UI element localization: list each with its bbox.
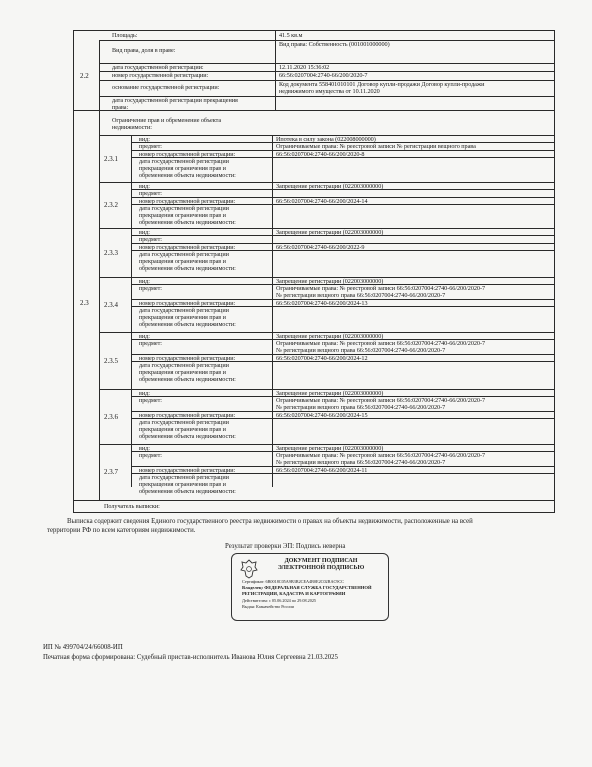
- rule-h: [73, 110, 555, 111]
- end-date-label-line1: дата государственной регистрации: [139, 205, 229, 212]
- basis-label: основание государственной регистрации:: [112, 84, 220, 91]
- end-date-label-line1: дата государственной регистрации: [139, 307, 229, 314]
- predmet-label: предмет:: [139, 285, 162, 292]
- end-date-label-line3: обременения объекта недвижимости:: [139, 433, 236, 440]
- end-date-label-line3: обременения объекта недвижимости:: [139, 265, 236, 272]
- reg-date-value: 12.11.2020 15:36:02: [279, 64, 330, 71]
- reg-number-value: 66:56:0207004:2740-66/200/2024-15: [276, 412, 368, 419]
- end-date-label-line3: обременения объекта недвижимости:: [139, 376, 236, 383]
- vid-label: вид:: [139, 390, 150, 397]
- end-date-label-line2: права:: [112, 104, 129, 111]
- rule-h: [73, 30, 555, 31]
- reg-date-label: дата государственной регистрации:: [112, 64, 204, 71]
- predmet-value: Ограничиваемые права: № реестровой записи № регистрации вещного права: [276, 143, 476, 150]
- table-left-border: [73, 30, 74, 512]
- predmet-label: предмет:: [139, 190, 162, 197]
- vid-value: Запрещение регистрации (022003000000): [276, 333, 384, 340]
- stamp-title-line2: ЭЛЕКТРОННОЙ ПОДПИСЬЮ: [277, 565, 365, 571]
- reg-number-value: 66:56:0207004:2740-66/200/2024-11: [276, 467, 368, 474]
- recipient-label: Получатель выписки:: [104, 503, 160, 510]
- end-date-label-line3: обременения объекта недвижимости:: [139, 172, 236, 179]
- basis-value-line1: Код документа 558401010101 Договор купли-продажи Договор купли-продажи: [279, 81, 485, 88]
- col-divider-sub: [131, 135, 132, 487]
- vid-value: Запрещение регистрации (022003000000): [276, 390, 384, 397]
- reg-number-label: номер государственной регистрации:: [139, 355, 236, 362]
- reg-number-value: 66:56:0207004:2740-66/200/2020-7: [279, 72, 368, 79]
- stamp-owner-line1: Владелец: ФЕДЕРАЛЬНАЯ СЛУЖБА ГОСУДАРСТВЕННОЙ: [242, 585, 372, 590]
- predmet-value-line2: № регистрации вещного права 66:56:0207004:2740-66/200/2020-7: [276, 404, 446, 411]
- stamp-certificate: Сертификат: 6B0018C05A9B3B2CEA4B0E2C02BAC9CC: [242, 579, 344, 584]
- predmet-label: предмет:: [139, 236, 162, 243]
- restrictions-header-line1: Ограничение прав и обременение объекта: [112, 117, 222, 124]
- restriction-number: 2.3.7: [104, 468, 118, 476]
- reg-number-value: 66:56:0207004:2740-66/200/2024-13: [276, 300, 368, 307]
- vid-value: Запрещение регистрации (022003000000): [276, 278, 384, 285]
- electronic-signature-stamp: [231, 553, 389, 621]
- area-label: Площадь:: [112, 32, 138, 39]
- reg-number-label: номер государственной регистрации:: [139, 412, 236, 419]
- footer-ip-number: ИП № 499704/24/66008-ИП: [43, 644, 123, 651]
- vid-label: вид:: [139, 445, 150, 452]
- reg-number-label: номер государственной регистрации:: [139, 244, 236, 251]
- reg-number-value: 66:56:0207004:2740-66/200/2020-8: [276, 151, 365, 158]
- predmet-label: предмет:: [139, 397, 162, 404]
- vid-value: Запрещение регистрации (022003000000): [276, 229, 384, 236]
- section-number-2-3: 2.3: [80, 299, 89, 307]
- predmet-label: предмет:: [139, 452, 162, 459]
- end-date-label-line1: дата государственной регистрации: [139, 419, 229, 426]
- vid-value: Ипотека в силу закона (022008000000): [276, 136, 376, 143]
- notice-line1: Выписка содержит сведения Единого государственного реестра недвижимости о правах на объекты недвижимости, расположенные на всей: [67, 518, 473, 525]
- predmet-value: Ограничиваемые права: № реестровой записи 66:56:0207004:2740-66/200/2020-7: [276, 452, 486, 459]
- end-date-label-line3: обременения объекта недвижимости:: [139, 219, 236, 226]
- vid-label: вид:: [139, 278, 150, 285]
- predmet-value: Ограничиваемые права: № реестровой записи 66:56:0207004:2740-66/200/2020-7: [276, 340, 486, 347]
- predmet-label: предмет:: [139, 340, 162, 347]
- end-date-label-line2: прекращения ограничения прав и: [139, 481, 226, 488]
- rule-h: [73, 500, 555, 501]
- right-type-label: Вид права, доля в праве:: [112, 47, 176, 54]
- end-date-label-line3: обременения объекта недвижимости:: [139, 488, 236, 495]
- end-date-label-line2: прекращения ограничения прав и: [139, 369, 226, 376]
- reg-number-label: номер государственной регистрации:: [139, 300, 236, 307]
- restriction-number: 2.3.5: [104, 357, 118, 365]
- predmet-value-line2: № регистрации вещного права 66:56:0207004:2740-66/200/2020-7: [276, 459, 446, 466]
- end-date-label-line1: дата государственной регистрации: [139, 474, 229, 481]
- end-date-label-line1: дата государственной регистрации прекращения: [112, 97, 238, 104]
- vid-label: вид:: [139, 183, 150, 190]
- stamp-issuer: Выдан: Казначейство России: [242, 604, 294, 609]
- area-value: 41.5 кв.м: [279, 32, 303, 39]
- col-divider-value: [275, 30, 276, 110]
- footer-formed-by: Печатная форма сформирована: Судебный пристав-исполнитель Иванова Юлия Сергеевна 21.03.2025: [43, 654, 338, 661]
- end-date-label-line1: дата государственной регистрации: [139, 251, 229, 258]
- predmet-value: Ограничиваемые права: № реестровой записи 66:56:0207004:2740-66/200/2020-7: [276, 397, 486, 404]
- vid-label: вид:: [139, 136, 150, 143]
- end-date-label-line2: прекращения ограничения прав и: [139, 165, 226, 172]
- reg-number-value: 66:56:0207004:2740-66/200/2024-14: [276, 198, 368, 205]
- end-date-label-line2: прекращения ограничения прав и: [139, 258, 226, 265]
- stamp-title-line1: ДОКУМЕНТ ПОДПИСАН: [284, 558, 358, 564]
- reg-number-value: 66:56:0207004:2740-66/200/2022-9: [276, 244, 365, 251]
- basis-value-line2: недвижимого имущества от 10.11.2020: [279, 88, 380, 95]
- reg-number-label: номер государственной регистрации:: [139, 198, 236, 205]
- vid-label: вид:: [139, 333, 150, 340]
- vid-value: Запрещение регистрации (022003000000): [276, 183, 384, 190]
- predmet-value-line2: № регистрации вещного права 66:56:0207004:2740-66/200/2020-7: [276, 292, 446, 299]
- reg-number-label: номер государственной регистрации:: [112, 72, 209, 79]
- restriction-number: 2.3.3: [104, 249, 118, 257]
- end-date-label-line2: прекращения ограничения прав и: [139, 212, 226, 219]
- restriction-number: 2.3.1: [104, 155, 118, 163]
- table-right-border: [554, 30, 555, 512]
- stamp-owner-line2: РЕГИСТРАЦИИ, КАДАСТРА И КАРТОГРАФИИ: [242, 591, 346, 596]
- restriction-number: 2.3.4: [104, 301, 118, 309]
- section-number-2-2: 2.2: [80, 72, 89, 80]
- notice-line2: территории РФ по всем категориям недвижимости.: [47, 527, 196, 534]
- vid-label: вид:: [139, 229, 150, 236]
- stamp-validity: Действителен: с 05.06.2024 по 29.08.2025: [242, 598, 317, 603]
- restriction-number: 2.3.2: [104, 201, 118, 209]
- rule-h: [73, 512, 555, 513]
- restriction-number: 2.3.6: [104, 413, 118, 421]
- restrictions-header-line2: недвижимости:: [112, 124, 152, 131]
- reg-number-label: номер государственной регистрации:: [139, 151, 236, 158]
- col-divider-value2: [272, 135, 273, 487]
- end-date-label-line2: прекращения ограничения прав и: [139, 314, 226, 321]
- reg-number-value: 66:56:0207004:2740-66/200/2024-12: [276, 355, 368, 362]
- end-date-label-line2: прекращения ограничения прав и: [139, 426, 226, 433]
- signature-check-result: Результат проверки ЭП: Подпись неверна: [225, 543, 346, 550]
- coat-of-arms-icon: [240, 559, 258, 579]
- end-date-label-line3: обременения объекта недвижимости:: [139, 321, 236, 328]
- reg-number-label: номер государственной регистрации:: [139, 467, 236, 474]
- col-divider-2: [99, 40, 100, 500]
- end-date-label-line1: дата государственной регистрации: [139, 158, 229, 165]
- end-date-label-line1: дата государственной регистрации: [139, 362, 229, 369]
- predmet-label: предмет:: [139, 143, 162, 150]
- right-type-value: Вид права: Собственность (001001000000): [279, 41, 390, 48]
- vid-value: Запрещение регистрации (022003000000): [276, 445, 384, 452]
- predmet-value-line2: № регистрации вещного права 66:56:0207004:2740-66/200/2020-7: [276, 347, 446, 354]
- predmet-value: Ограничиваемые права: № реестровой записи 66:56:0207004:2740-66/200/2020-7: [276, 285, 486, 292]
